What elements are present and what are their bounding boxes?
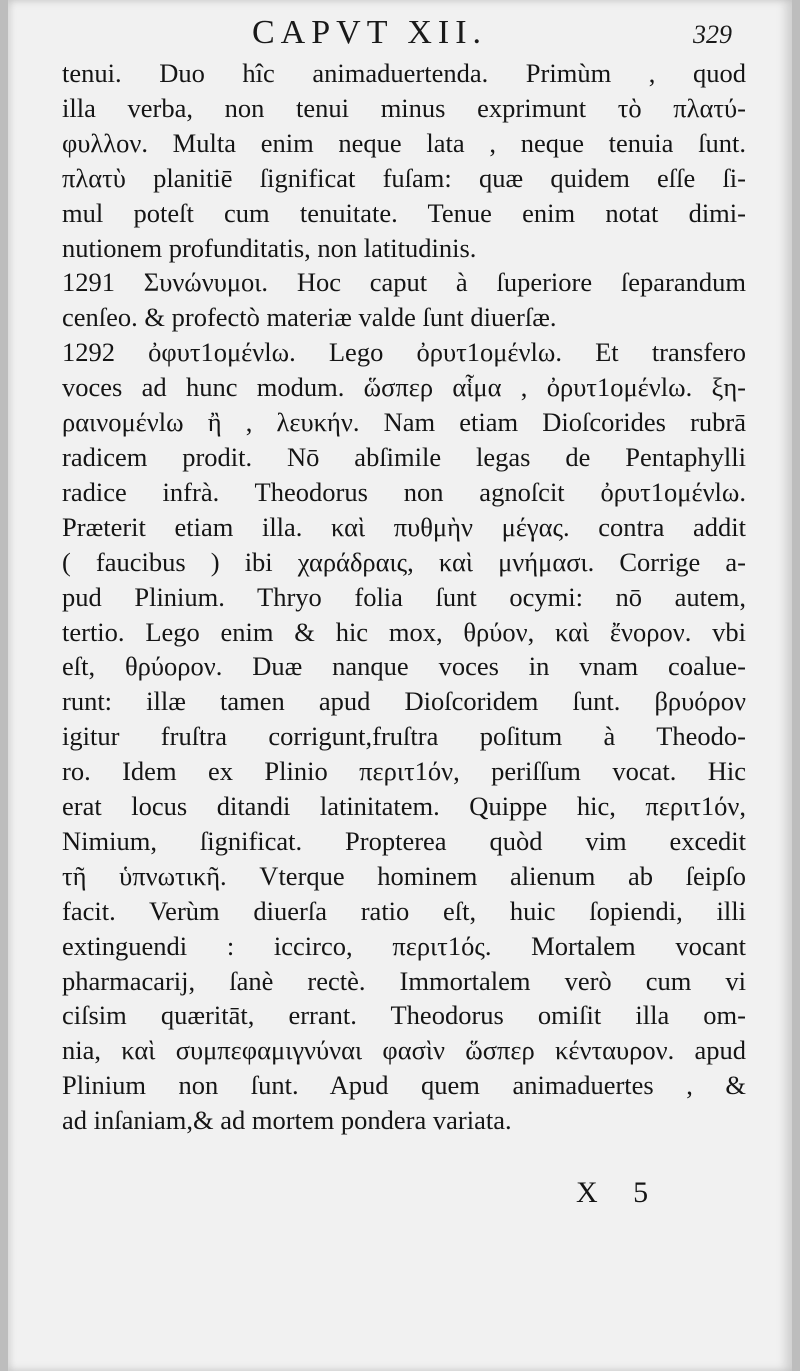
text-line: mul poteſt cum tenuitate. Tenue enim notat dimi- bbox=[62, 197, 746, 228]
text-line: tertio. Lego enim & hic mox, θρύον, καὶ ἔνορον. vbi bbox=[62, 616, 746, 647]
text-line: cenſeo. & profectò materiæ valde ſunt diuerſæ. bbox=[62, 302, 557, 333]
text-line: ro. Idem ex Plinio περιτ1όν, periſſum vocat. Hic bbox=[62, 756, 746, 787]
text-line: pud Plinium. Thryo folia ſunt ocymi: nō autem, bbox=[62, 581, 746, 612]
page-number: 329 bbox=[693, 20, 732, 49]
text-line: ad inſaniam,& ad mortem pondera variata. bbox=[62, 1105, 512, 1136]
text-line: runt: illæ tamen apud Dioſcoridem ſunt. βρυόρον bbox=[62, 686, 746, 717]
text-line: nutionem profunditatis, non latitudinis. bbox=[62, 232, 477, 263]
text-line: erat locus ditandi latinitatem. Quippe hic, περιτ1όν, bbox=[62, 791, 746, 822]
text-line: Nimium, ſignificat. Propterea quòd vim excedit bbox=[62, 825, 746, 856]
text-line: τῆ ὑπνωτικῆ. Vterque hominem alienum ab ſeipſo bbox=[62, 860, 746, 891]
text-line: ( faucibus ) ibi χαράδραις, καὶ μνήμασι. Corrige a- bbox=[62, 546, 746, 577]
text-line: φυλλον. Multa enim neque lata , neque tenuia ſunt. bbox=[62, 127, 746, 158]
text-line: voces ad hunc modum. ὥσπερ αἷμα , ὀρυτ1ομένlω. ξη- bbox=[62, 372, 746, 403]
text-line: facit. Verùm diuerſa ratio eſt, huic ſopiendi, illi bbox=[62, 895, 746, 926]
text-line: radicem prodit. Nō abſimile legas de Pentaphylli bbox=[62, 441, 746, 472]
text-line: igitur fruſtra corrigunt,fruſtra poſitum à Theodo- bbox=[62, 721, 746, 752]
text-line: nia, καὶ συμπεφαμιγνύναι φασὶν ὥσπερ κένταυρον. apud bbox=[62, 1035, 746, 1066]
text-line: ραινομένlω ἢ , λευκήν. Nam etiam Dioſcorides rubrā bbox=[62, 407, 746, 438]
text-line: 1292 ὀφυτ1ομένlω. Lego ὀρυτ1ομένlω. Et transfero bbox=[62, 337, 746, 368]
text-line: eſt, θρύορον. Duæ nanque voces in vnam coalue- bbox=[62, 651, 746, 682]
running-head: CAPVT XII. bbox=[252, 14, 488, 51]
text-line: Præterit etiam illa. καὶ πυθμὴν μέγας. contra addit bbox=[62, 511, 746, 542]
text-line: pharmacarij, ſanè rectè. Immortalem verò cum vi bbox=[62, 965, 746, 996]
text-line: Plinium non ſunt. Apud quem animaduertes , & bbox=[62, 1070, 746, 1101]
body-text bbox=[62, 56, 746, 1138]
book-page bbox=[8, 0, 792, 1371]
text-line: 1291 Συνώνυμοι. Hoc caput à ſuperiore ſeparandum bbox=[62, 267, 746, 298]
text-line: πλατὺ planitiē ſignificat fuſam: quæ quidem eſſe ſi- bbox=[62, 162, 746, 193]
text-line: ciſsim quæritāt, errant. Theodorus omiſit illa om- bbox=[62, 1000, 746, 1031]
signature-mark: X 5 bbox=[576, 1176, 663, 1209]
page-header bbox=[8, 14, 792, 54]
text-line: illa verba, non tenui minus exprimunt τὸ πλατύ- bbox=[62, 92, 746, 123]
text-line: extinguendi : iccirco, περιτ1ός. Mortalem vocant bbox=[62, 930, 746, 961]
text-line: radice infrà. Theodorus non agnoſcit ὀρυτ1ομένlω. bbox=[62, 476, 746, 507]
text-line: tenui. Duo hîc animaduertenda. Primùm , quod bbox=[62, 58, 746, 88]
